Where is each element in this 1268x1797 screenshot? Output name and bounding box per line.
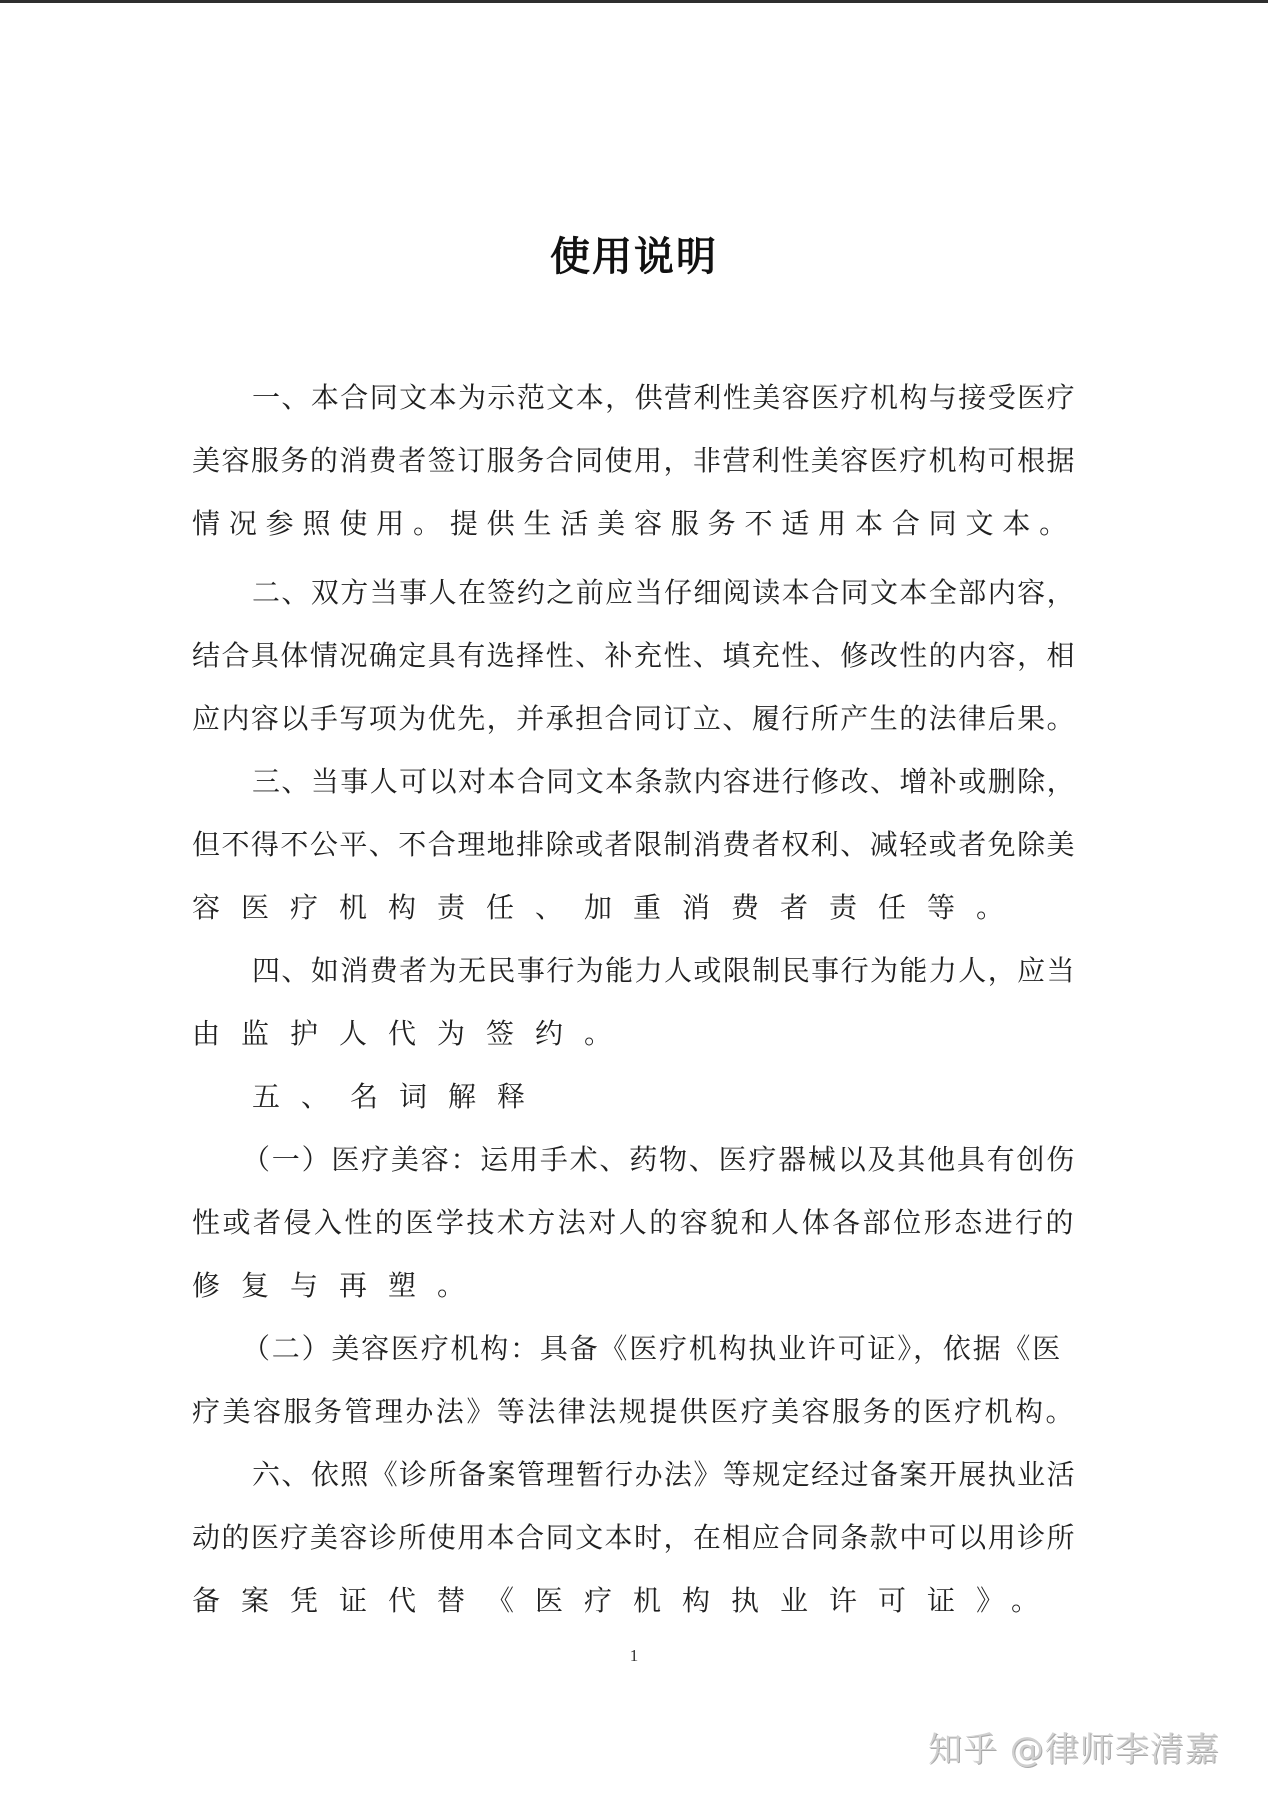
paragraph-line: 应内容以手写项为优先，并承担合同订立、履行所产生的法律后果。 (192, 702, 1077, 735)
paragraph-line: 备案凭证代替《医疗机构执业许可证》。 (192, 1584, 1061, 1617)
section-heading-definitions (192, 1065, 1076, 1128)
watermark: 知乎 @律师李清嘉 (928, 1730, 1220, 1770)
paragraph-line: 二、双方当事人在签约之前应当仔细阅读本合同文本全部内容， (252, 576, 1077, 609)
paragraph-line: 美容服务的消费者签订服务合同使用，非营利性美容医疗机构可根据 (192, 444, 1077, 477)
top-border (0, 0, 1268, 3)
paragraph-line: 由监护人代为签约。 (192, 1017, 634, 1050)
paragraph-line: 动的医疗美容诊所使用本合同文本时，在相应合同条款中可以用诊所 (192, 1521, 1077, 1554)
document-body (192, 366, 1076, 1632)
paragraph-line: 一、本合同文本为示范文本，供营利性美容医疗机构与接受医疗 (252, 381, 1077, 414)
paragraph-line: 性或者侵入性的医学技术方法对人的容貌和人体各部位形态进行的 (192, 1206, 1077, 1239)
paragraph-1 (192, 366, 1076, 555)
paragraph-line: 三、当事人可以对本合同文本条款内容进行修改、增补或删除， (252, 765, 1077, 798)
paragraph-line: 情况参照使用。提供生活美容服务不适用本合同文本。 (192, 507, 1077, 540)
page-title: 使用说明 (550, 233, 718, 280)
paragraph-line: 五、名词解释 (252, 1080, 547, 1113)
paragraph-line: 容医疗机构责任、加重消费者责任等。 (192, 891, 1026, 924)
paragraph-2 (192, 561, 1076, 750)
paragraph-line: 结合具体情况确定具有选择性、补充性、填充性、修改性的内容，相 (192, 639, 1077, 672)
paragraph-line: （一）医疗美容：运用手术、药物、医疗器械以及其他具有创伤 (242, 1143, 1077, 1176)
paragraph-line: 修复与再塑。 (192, 1269, 487, 1302)
paragraph-6 (192, 1443, 1076, 1632)
paragraph-line: 四、如消费者为无民事行为能力人或限制民事行为能力人，应当 (252, 954, 1077, 987)
paragraph-4 (192, 939, 1076, 1065)
paragraph-line: 六、依照《诊所备案管理暂行办法》等规定经过备案开展执业活 (252, 1458, 1077, 1491)
paragraph-3 (192, 750, 1076, 939)
definition-medical-cosmetology (192, 1128, 1076, 1317)
paragraph-line: 疗美容服务管理办法》等法律法规提供医疗美容服务的医疗机构。 (192, 1395, 1077, 1428)
paragraph-line: （二）美容医疗机构：具备《医疗机构执业许可证》，依据《医 (242, 1332, 1063, 1365)
page-number: 1 (629, 1646, 639, 1665)
definition-cosmetic-medical-institution (192, 1317, 1076, 1443)
paragraph-line: 但不得不公平、不合理地排除或者限制消费者权利、减轻或者免除美 (192, 828, 1077, 861)
